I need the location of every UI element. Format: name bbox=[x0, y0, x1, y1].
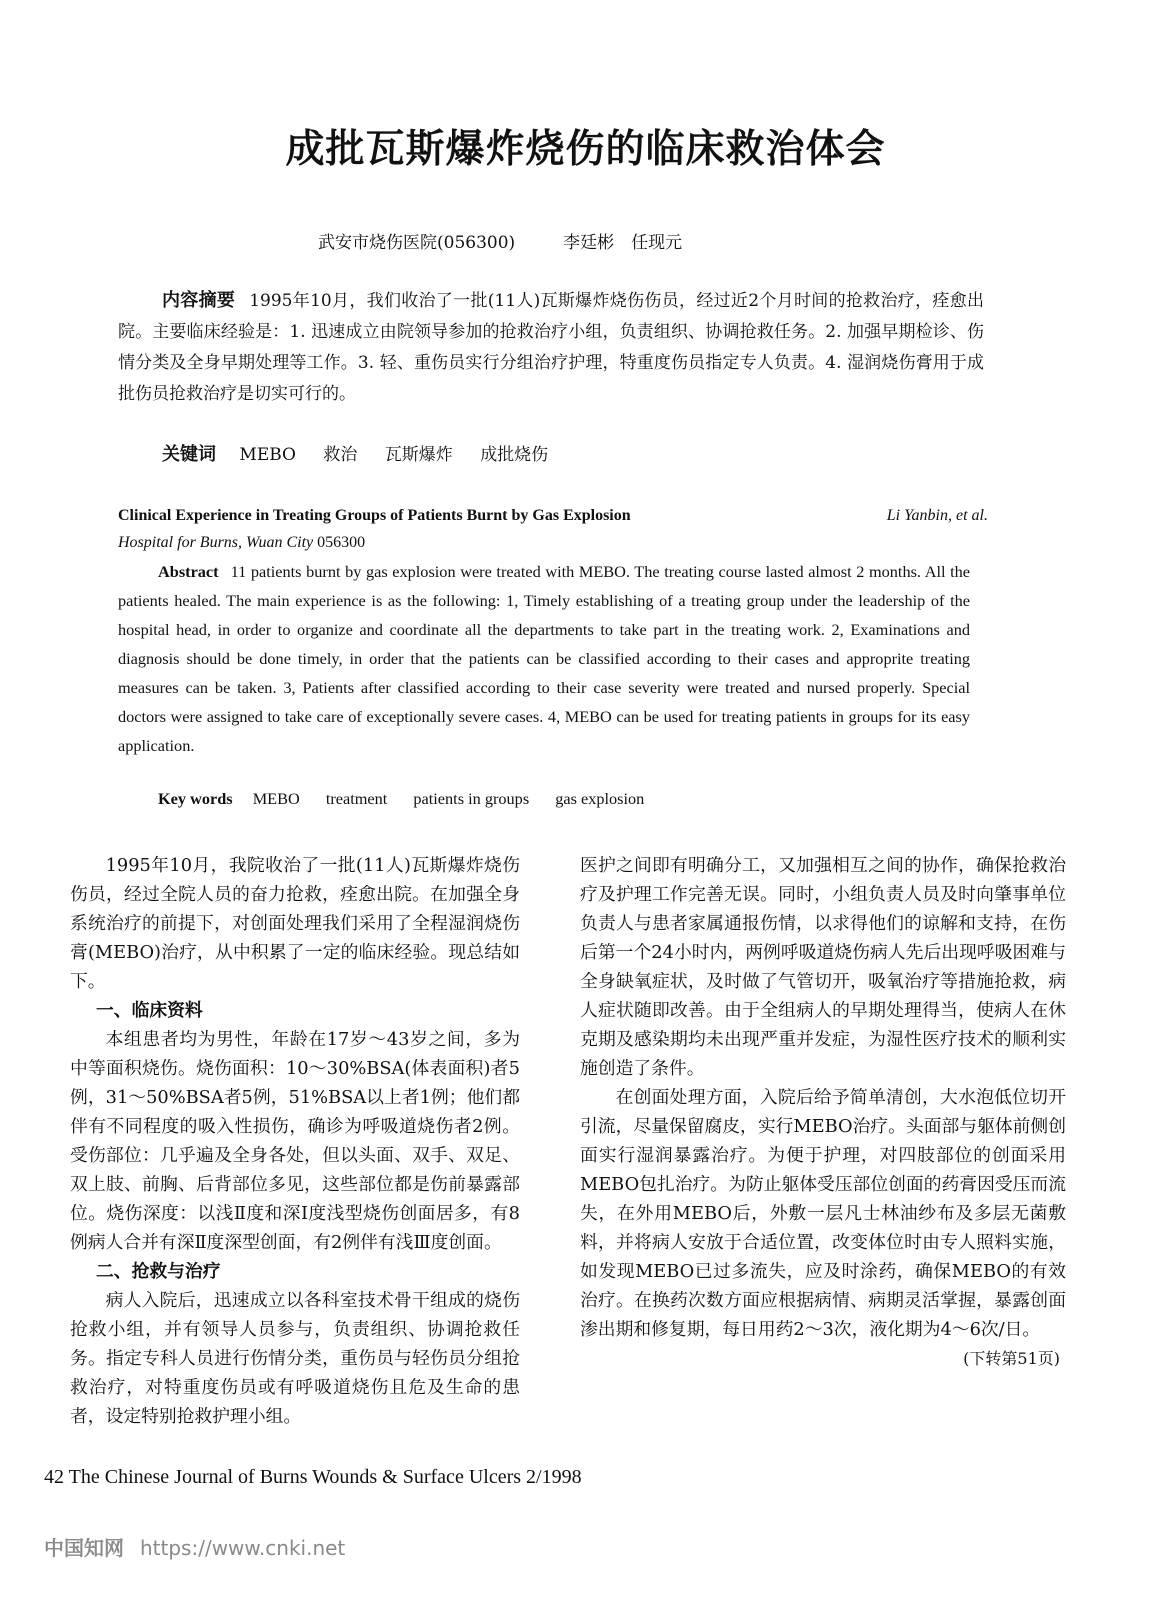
section-heading: 二、抢救与治疗 bbox=[96, 1261, 221, 1282]
chinese-abstract bbox=[118, 285, 984, 410]
watermark bbox=[44, 1532, 345, 1561]
section-paragraph: 本组患者均为男性，年龄在17岁～43岁之间，多为中等面积烧伤。烧伤面积：10～30%BSA(体表面积)者5例，31～50%BSA者5例，51%BSA以上者1例；他们都伴有不同程度的吸入性损伤，确诊为呼吸道烧伤者2例。受伤部位：几乎遍及全身各处，但以头面、双手、双足、双上肢、前胸、后背部位多见，这些部位都是伤前暴露部位。烧伤深度：以浅Ⅱ度和深Ⅰ度浅型烧伤创面居多，有8例病人合并有深Ⅱ度深型创面，有2例伴有浅Ⅲ度创面。 bbox=[70, 1029, 520, 1253]
chinese-keyword: 救治 bbox=[323, 445, 358, 465]
intro-paragraph: 1995年10月，我院收治了一批(11人)瓦斯爆炸烧伤伤员，经过全院人员的奋力抢救，痊愈出院。在加强全身系统治疗的前提下，对创面处理我们采用了全程湿润烧伤膏(MEBO)治疗，从中积累了一定的临床经验。现总结如下。 bbox=[70, 855, 520, 992]
chinese-keywords bbox=[162, 440, 570, 466]
english-abstract-text: 11 patients burnt by gas explosion were treated with MEBO. The treating course lasted almost 2 months. All the patients healed. The main experience is as the following: 1, Timely establishing of a treating group under the leadership of the hospital head, in order to organize and coordinate all the departments to take part in the treating work. 2, Examinations and diagnosis should be done timely, in order that the patients can be classified according to their cases and approprite treating measures can be taken. 3, Patients after classified according to their case severity were treated and nursed properly. Special doctors were assigned to take care of exceptionally severe cases. 4, MEBO can be used for treating patients in groups for its easy application. bbox=[118, 562, 970, 755]
chinese-keyword: 瓦斯爆炸 bbox=[384, 445, 453, 465]
chinese-abstract-text: 1995年10月，我们收治了一批(11人)瓦斯爆炸烧伤伤员，经过近2个月时间的抢救治疗，痊愈出院。主要临床经验是：1. 迅速成立由院领导参加的抢救治疗小组，负责组织、协调抢救任务。2. 加强早期检诊、伤情分类及全身早期处理等工作。3. 轻、重伤员实行分组治疗护理，特重度伤员指定专人负责。4. 湿润烧伤膏用于成批伤员抢救治疗是切实可行的。 bbox=[118, 291, 984, 404]
english-keyword: MEBO bbox=[252, 789, 300, 808]
byline bbox=[318, 228, 682, 253]
english-title-block bbox=[118, 502, 988, 556]
chinese-abstract-label: 内容摘要 bbox=[162, 290, 236, 311]
watermark-url[interactable]: https://www.cnki.net bbox=[140, 1536, 346, 1560]
chinese-keyword: MEBO bbox=[239, 445, 296, 465]
english-keyword: gas explosion bbox=[555, 789, 645, 808]
english-title: Clinical Experience in Treating Groups of Patients Burnt by Gas Explosion bbox=[118, 507, 631, 524]
affiliation: 武安市烧伤医院(056300) bbox=[318, 233, 516, 253]
chinese-keyword: 成批烧伤 bbox=[480, 445, 549, 465]
continued-note: (下转第51页) bbox=[963, 1349, 1060, 1368]
watermark-brand: 中国知网 bbox=[44, 1536, 124, 1560]
section-paragraph: 医护之间即有明确分工，又加强相互之间的协作，确保抢救治疗及护理工作完善无误。同时，小组负责人员及时向肇事单位负责人与患者家属通报伤情，以求得他们的谅解和支持，在伤后第一个24小时内，两例呼吸道烧伤病人先后出现呼吸困难与全身缺氧症状，及时做了气管切开，吸氧治疗等措施抢救，病人症状随即改善。由于全组病人的早期处理得当，使病人在休克期及感染期均未出现严重并发症，为湿性医疗技术的顺利实施创造了条件。 bbox=[580, 855, 1066, 1079]
section-paragraph: 在创面处理方面，入院后给予简单清创，大水泡低位切开引流，尽量保留腐皮，实行MEBO治疗。头面部与躯体前侧创面实行湿润暴露治疗。为便于护理，对四肢部位的创面采用MEBO包扎治疗。为防止躯体受压部位创面的药膏因受压而流失，在外用MEBO后，外敷一层凡士林油纱布及多层无菌敷料，并将病人安放于合适位置，改变体位时由专人照料实施，如发现MEBO已过多流失，应及时涂药，确保MEBO的有效治疗。在换药次数方面应根据病情、病期灵活掌握，暴露创面渗出期和修复期，每日用药2～3次，液化期为4～6次/日。 bbox=[580, 1087, 1066, 1340]
chinese-keywords-label: 关键词 bbox=[162, 444, 216, 465]
english-keyword: treatment bbox=[325, 789, 388, 808]
english-keywords-label: Key words bbox=[158, 789, 233, 808]
body-left-column bbox=[70, 851, 520, 1431]
english-keyword: patients in groups bbox=[413, 789, 530, 808]
english-abstract bbox=[118, 557, 970, 760]
section-heading: 一、临床资料 bbox=[96, 1000, 203, 1021]
page-footer: 42 The Chinese Journal of Burns Wounds & Surface Ulcers 2/1998 bbox=[44, 1466, 582, 1488]
section-paragraph: 病人入院后，迅速成立以各科室技术骨干组成的烧伤抢救小组，并有领导人员参与，负责组织、协调抢救任务。指定专科人员进行伤情分类，重伤员与轻伤员分组抢救治疗，对特重度伤员或有呼吸道烧伤且危及生命的患者，设定特别抢救护理小组。 bbox=[70, 1290, 520, 1427]
english-abstract-label: Abstract bbox=[158, 562, 219, 581]
authors: 李廷彬 任现元 bbox=[563, 233, 683, 253]
english-postcode: 056300 bbox=[317, 534, 366, 551]
english-keywords bbox=[158, 789, 666, 809]
body-right-column bbox=[580, 851, 1066, 1373]
english-authors: Li Yanbin, et al. bbox=[886, 507, 988, 524]
page-title: 成批瓦斯爆炸烧伤的临床救治体会 bbox=[285, 127, 886, 172]
english-affiliation: Hospital for Burns, Wuan City bbox=[118, 534, 314, 551]
